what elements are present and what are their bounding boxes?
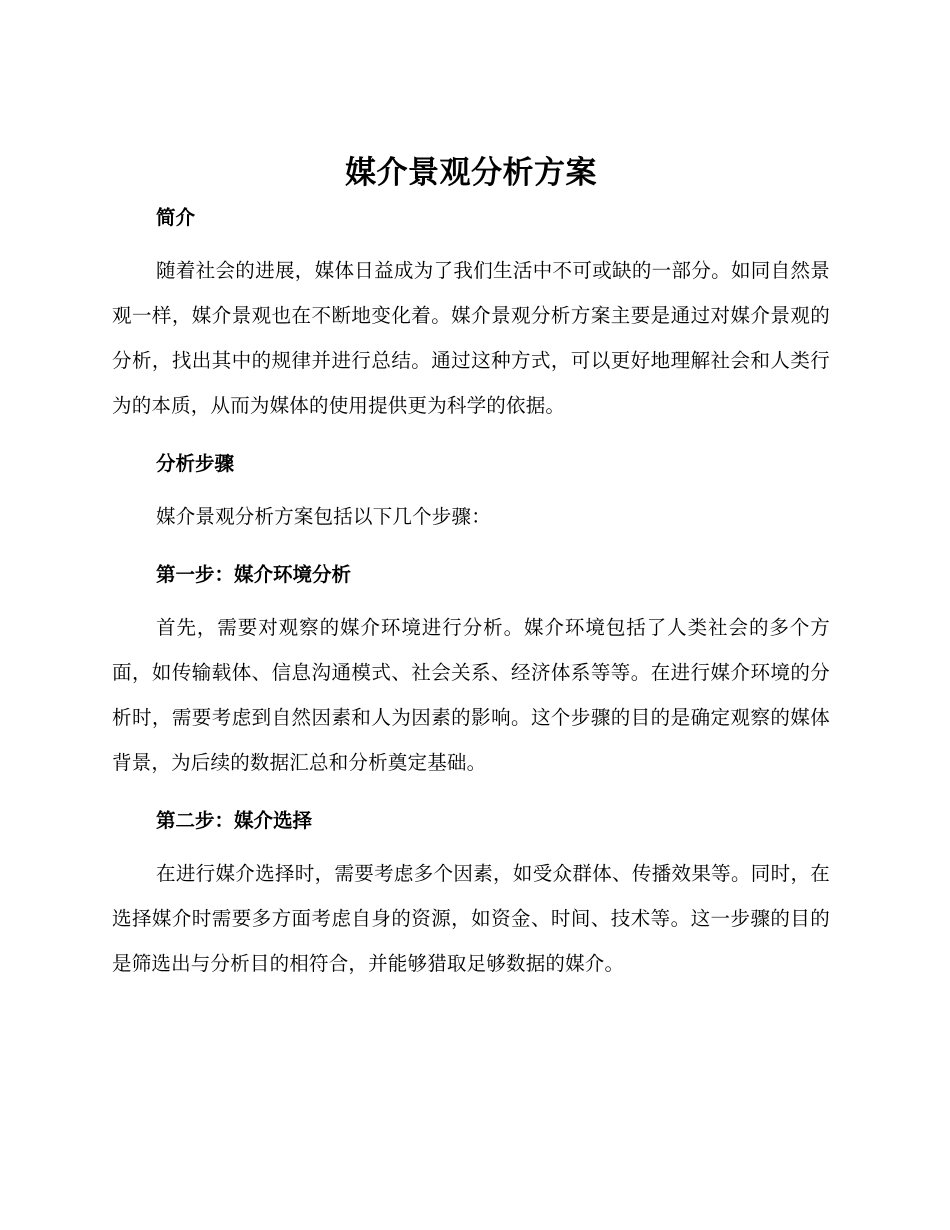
section-paragraph-steps: 媒介景观分析方案包括以下几个步骤：	[156, 505, 491, 528]
document-title: 媒介景观分析方案	[345, 155, 597, 191]
section-paragraph-intro: 随着社会的进展，媒体日益成为了我们生活中不可或缺的一部分。如同自然景观一样，媒介景观也在不断地变化着。媒介景观分析方案主要是通过对媒介景观的分析，找出其中的规律并进行总结。通过这种方式，可以更好地理解社会和人类行为的本质，从而为媒体的使用提供更为科学的依据。	[112, 259, 830, 417]
section-heading-step-one: 第一步：媒介环境分析	[156, 563, 352, 586]
section-paragraph-step-two: 在进行媒介选择时，需要考虑多个因素，如受众群体、传播效果等。同时，在选择媒介时需要多方面考虑自身的资源，如资金、时间、技术等。这一步骤的目的是筛选出与分析目的相符合，并能够猎取足够数据的媒介。	[112, 862, 830, 975]
section-heading-step-two: 第二步：媒介选择	[156, 809, 313, 832]
section-paragraph-step-one: 首先，需要对观察的媒介环境进行分析。媒介环境包括了人类社会的多个方面，如传输载体、信息沟通模式、社会关系、经济体系等等。在进行媒介环境的分析时，需要考虑到自然因素和人为因素的影响。这个步骤的目的是确定观察的媒体背景，为后续的数据汇总和分析奠定基础。	[112, 616, 830, 774]
section-heading-intro: 简介	[156, 206, 196, 229]
section-heading-steps: 分析步骤	[156, 452, 235, 475]
